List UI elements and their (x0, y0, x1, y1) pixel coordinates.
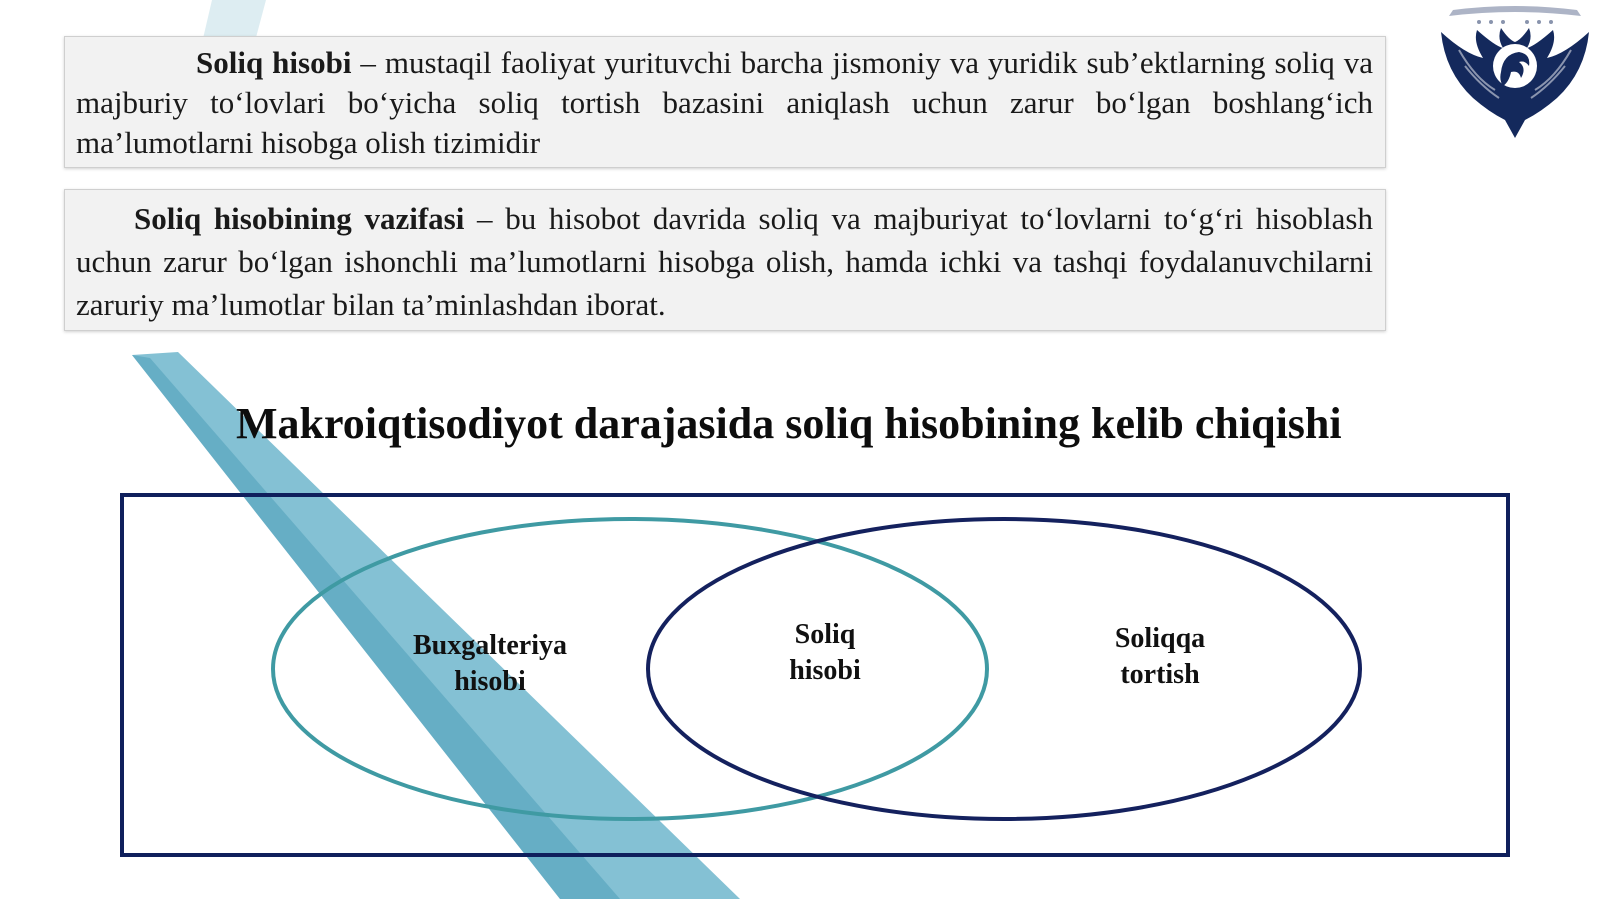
venn-label-line: tortish (1120, 659, 1200, 690)
definition-text: – bu hisobot davrida soliq va majburiyat to‘lovlarni to‘g‘ri hisoblash uchun zarur bo‘lgan ishonchli ma’lumotlarni hisobga olish, hamda ichki va tashqi foydalanuvchilarni zaruriy ma’lumotlar bilan ta’minlashdan iborat. (76, 201, 1373, 322)
definition-term: Soliq hisobining vazifasi (134, 201, 465, 236)
diagram-title: Makroiqtisodiyot darajasida soliq hisobining kelib chiqishi (236, 399, 1342, 448)
venn-label-line: Buxgalteriya (413, 630, 567, 661)
definition-text: – mustaqil faoliyat yurituvchi barcha jismoniy va yuridik sub’ektlarning soliq va majburiy to‘lovlari bo‘yicha soliq tortish bazasini aniqlash uchun zarur bo‘lgan boshlang‘ich ma’lumotlarni hisobga olish tizimidir (76, 45, 1373, 160)
venn-label-accounting (380, 628, 600, 700)
venn-label-line: Soliq (794, 619, 856, 650)
venn-label-taxation (1060, 621, 1260, 693)
eagle-emblem-icon (1435, 2, 1595, 142)
venn-label-line: hisobi (454, 666, 526, 697)
venn-label-line: hisobi (789, 655, 861, 686)
venn-label-tax-accounting (735, 617, 915, 689)
venn-label-line: Soliqqa (1114, 623, 1206, 654)
definition-term: Soliq hisobi (196, 45, 352, 80)
